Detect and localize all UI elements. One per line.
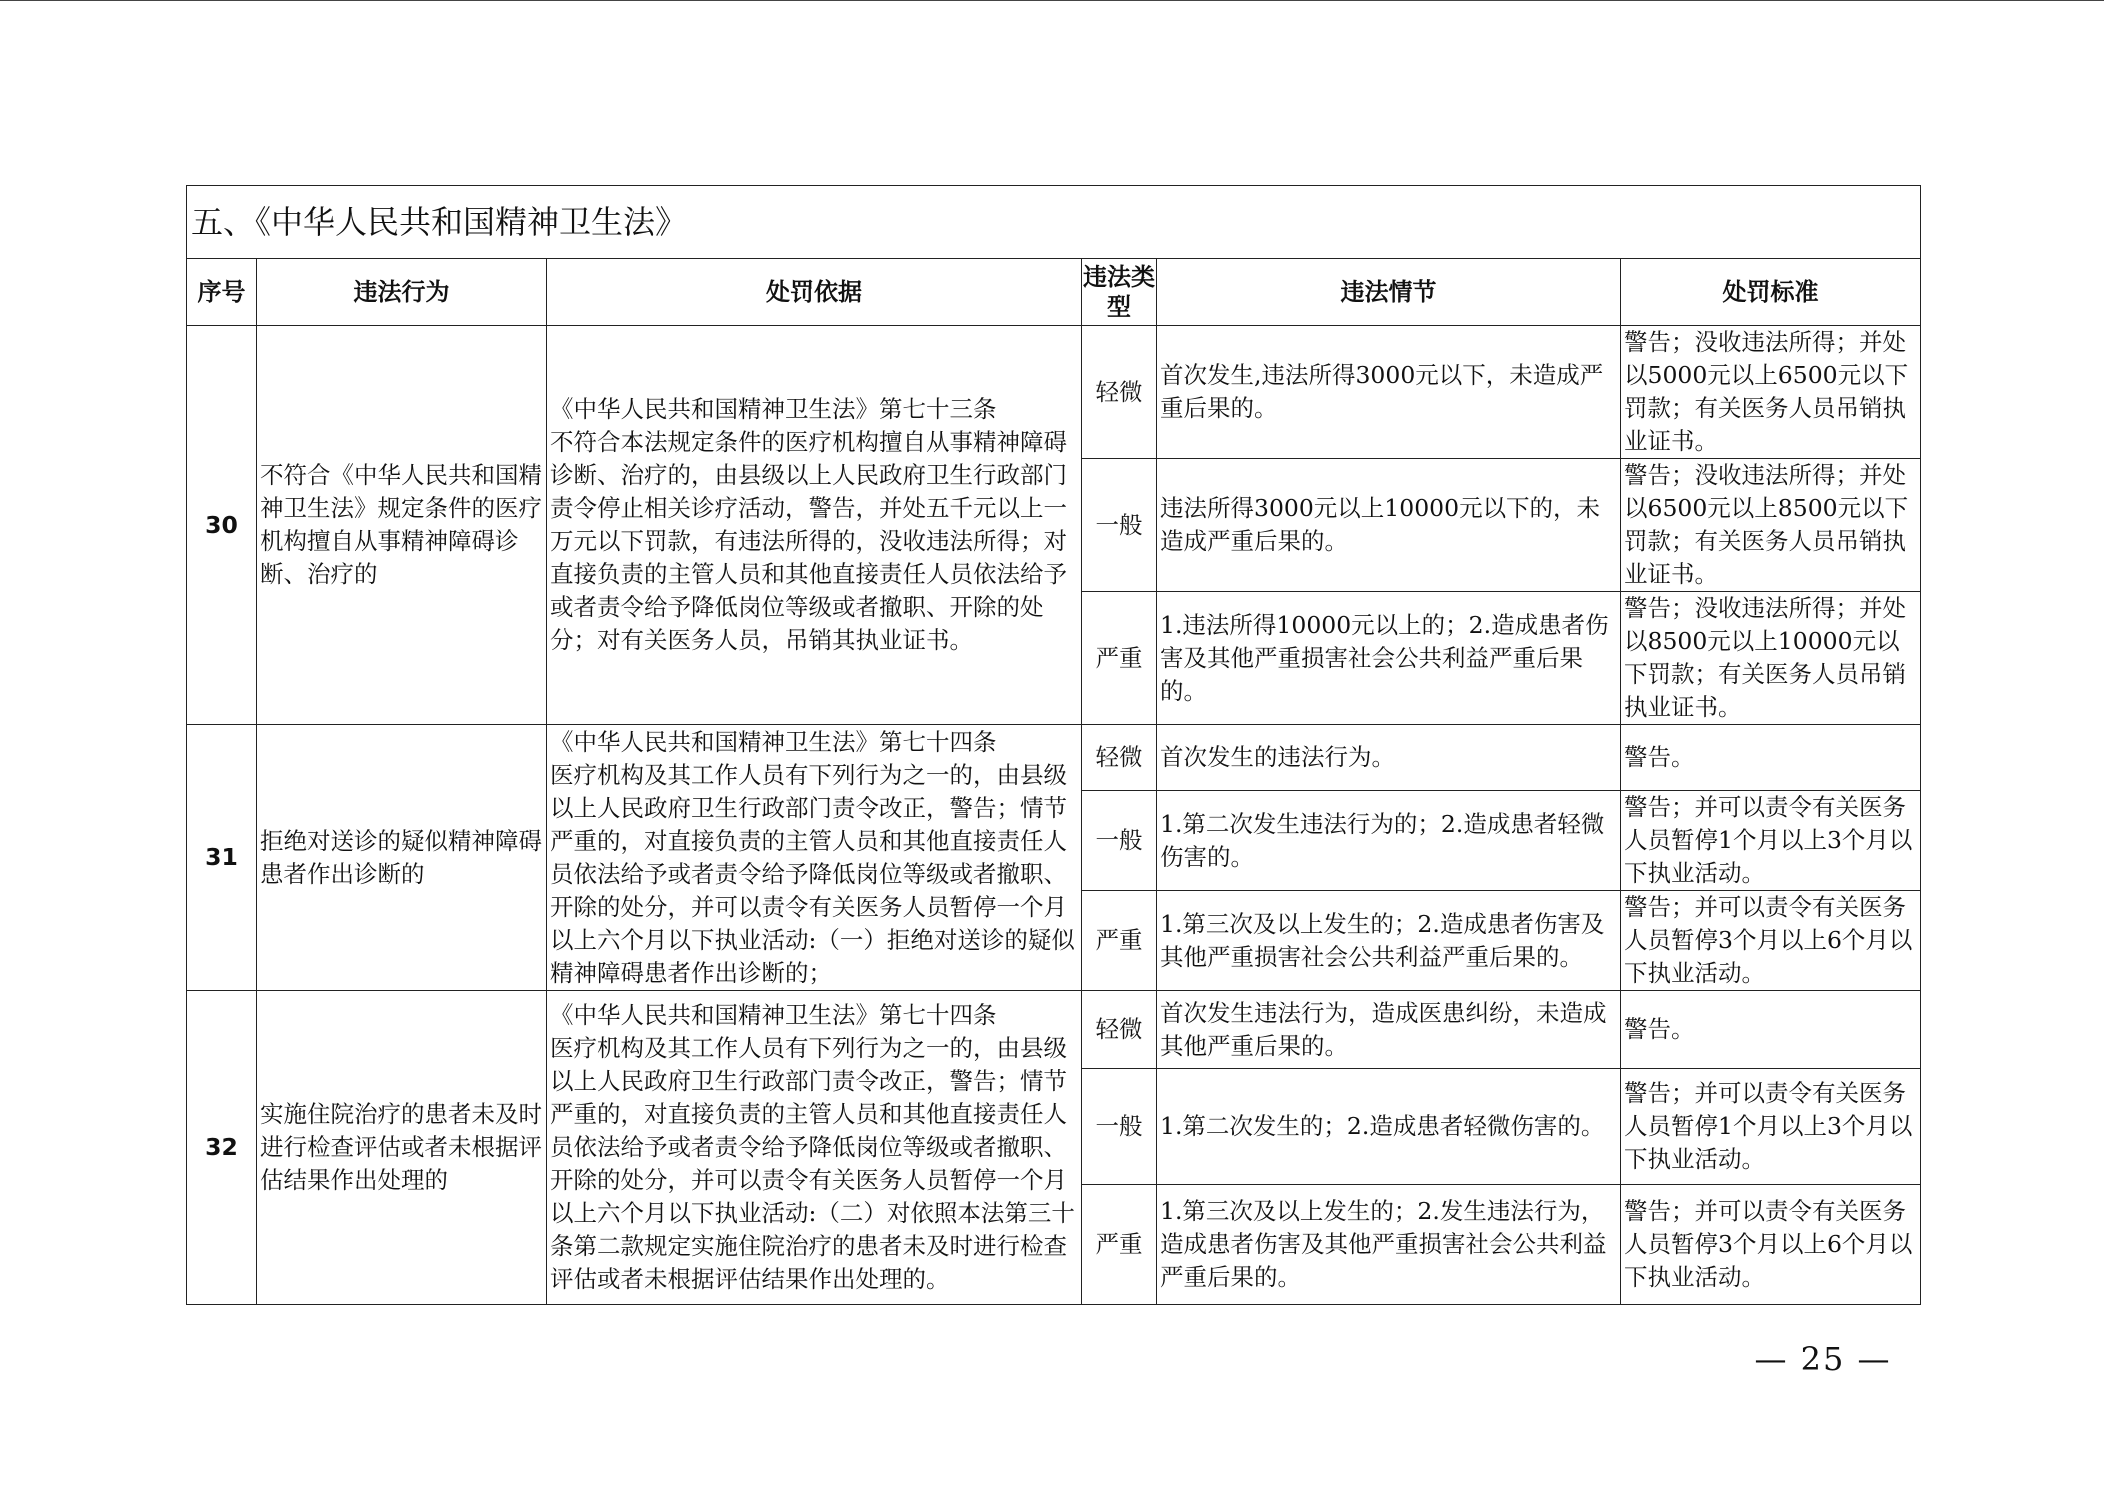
table-header-row [187,259,1921,326]
row-seq: 30 [187,326,257,725]
violation-type: 轻微 [1082,991,1157,1069]
row-violation-act: 不符合《中华人民共和国精神卫生法》规定条件的医疗机构擅自从事精神障碍诊断、治疗的 [257,326,547,725]
penalty-standard: 警告；没收违法所得；并处以5000元以上6500元以下罚款；有关医务人员吊销执业证书。 [1621,326,1921,459]
penalty-standard: 警告；并可以责令有关医务人员暂停3个月以上6个月以下执业活动。 [1621,1185,1921,1305]
penalty-standard: 警告。 [1621,725,1921,791]
page-top-edge [0,0,2104,1]
violation-type: 严重 [1082,592,1157,725]
violation-type: 一般 [1082,791,1157,891]
row-violation-act: 拒绝对送诊的疑似精神障碍患者作出诊断的 [257,725,547,991]
violation-circumstance: 1.第三次及以上发生的；2.发生违法行为，造成患者伤害及其他严重损害社会公共利益严重后果的。 [1157,1185,1621,1305]
violation-type: 严重 [1082,1185,1157,1305]
violation-type: 一般 [1082,459,1157,592]
violation-type: 一般 [1082,1069,1157,1185]
violation-circumstance: 1.违法所得10000元以上的；2.造成患者伤害及其他严重损害社会公共利益严重后果的。 [1157,592,1621,725]
row-penalty-basis [547,725,1082,991]
row-seq: 32 [187,991,257,1305]
header-violation-circumstance: 违法情节 [1157,259,1621,326]
basis-text: 《中华人民共和国精神卫生法》第七十四条 医疗机构及其工作人员有下列行为之一的，由县级以上人民政府卫生行政部门责令改正，警告；情节严重的，对直接负责的主管人员和其他直接责任人员依法给予或者责令给予降低岗位等级或者撤职、开除的处分，并可以责令有关医务人员暂停一个月以上六个月以下执业活动:（一）拒绝对送诊的疑似精神障碍患者作出诊断的； [550,727,1075,987]
header-violation-act: 违法行为 [257,259,547,326]
basis-text: 《中华人民共和国精神卫生法》第七十四条 医疗机构及其工作人员有下列行为之一的，由县级以上人民政府卫生行政部门责令改正，警告；情节严重的，对直接负责的主管人员和其他直接责任人员依法给予或者责令给予降低岗位等级或者撤职、开除的处分，并可以责令有关医务人员暂停一个月以上六个月以下执业活动:（二）对依照本法第三十条第二款规定实施住院治疗的患者未及时进行检查评估或者未根据评估结果作出处理的。 [550,1001,1075,1293]
violation-type: 轻微 [1082,725,1157,791]
row-seq: 31 [187,725,257,991]
row-penalty-basis [547,991,1082,1305]
violation-circumstance: 首次发生的违法行为。 [1157,725,1621,791]
penalty-standard: 警告；并可以责令有关医务人员暂停1个月以上3个月以下执业活动。 [1621,1069,1921,1185]
violation-type: 轻微 [1082,326,1157,459]
row-violation-act: 实施住院治疗的患者未及时进行检查评估或者未根据评估结果作出处理的 [257,991,547,1305]
penalty-standard: 警告；没收违法所得；并处以8500元以上10000元以下罚款；有关医务人员吊销执业证书。 [1621,592,1921,725]
penalty-standard: 警告；并可以责令有关医务人员暂停3个月以上6个月以下执业活动。 [1621,891,1921,991]
page-number: — 25 — [1754,1340,1892,1378]
table-row [187,326,1921,459]
table-row [187,725,1921,791]
violation-circumstance: 1.第二次发生的；2.造成患者轻微伤害的。 [1157,1069,1621,1185]
header-penalty-basis: 处罚依据 [547,259,1082,326]
violation-circumstance: 首次发生违法行为，造成医患纠纷，未造成其他严重后果的。 [1157,991,1621,1069]
header-seq: 序号 [187,259,257,326]
violation-circumstance: 首次发生,违法所得3000元以下，未造成严重后果的。 [1157,326,1621,459]
penalty-standard: 警告；并可以责令有关医务人员暂停1个月以上3个月以下执业活动。 [1621,791,1921,891]
basis-text: 《中华人民共和国精神卫生法》第七十三条 不符合本法规定条件的医疗机构擅自从事精神障碍诊断、治疗的，由县级以上人民政府卫生行政部门责令停止相关诊疗活动，警告，并处五千元以上一万元以下罚款，有违法所得的，没收违法所得；对直接负责的主管人员和其他直接责任人员依法给予或者责令给予降低岗位等级或者撤职、开除的处分；对有关医务人员，吊销其执业证书。 [550,395,1067,654]
penalty-standard: 警告；没收违法所得；并处以6500元以上8500元以下罚款；有关医务人员吊销执业证书。 [1621,459,1921,592]
violation-circumstance: 1.第三次及以上发生的；2.造成患者伤害及其他严重损害社会公共利益严重后果的。 [1157,891,1621,991]
violation-circumstance: 违法所得3000元以上10000元以下的，未造成严重后果的。 [1157,459,1621,592]
violation-type: 严重 [1082,891,1157,991]
penalty-standard: 警告。 [1621,991,1921,1069]
row-penalty-basis [547,326,1082,725]
section-title: 五、《中华人民共和国精神卫生法》 [187,186,1921,259]
header-violation-type: 违法类型 [1082,259,1157,326]
penalty-standards-table [186,185,1921,1305]
header-penalty-standard: 处罚标准 [1621,259,1921,326]
table-row [187,991,1921,1069]
violation-circumstance: 1.第二次发生违法行为的；2.造成患者轻微伤害的。 [1157,791,1621,891]
